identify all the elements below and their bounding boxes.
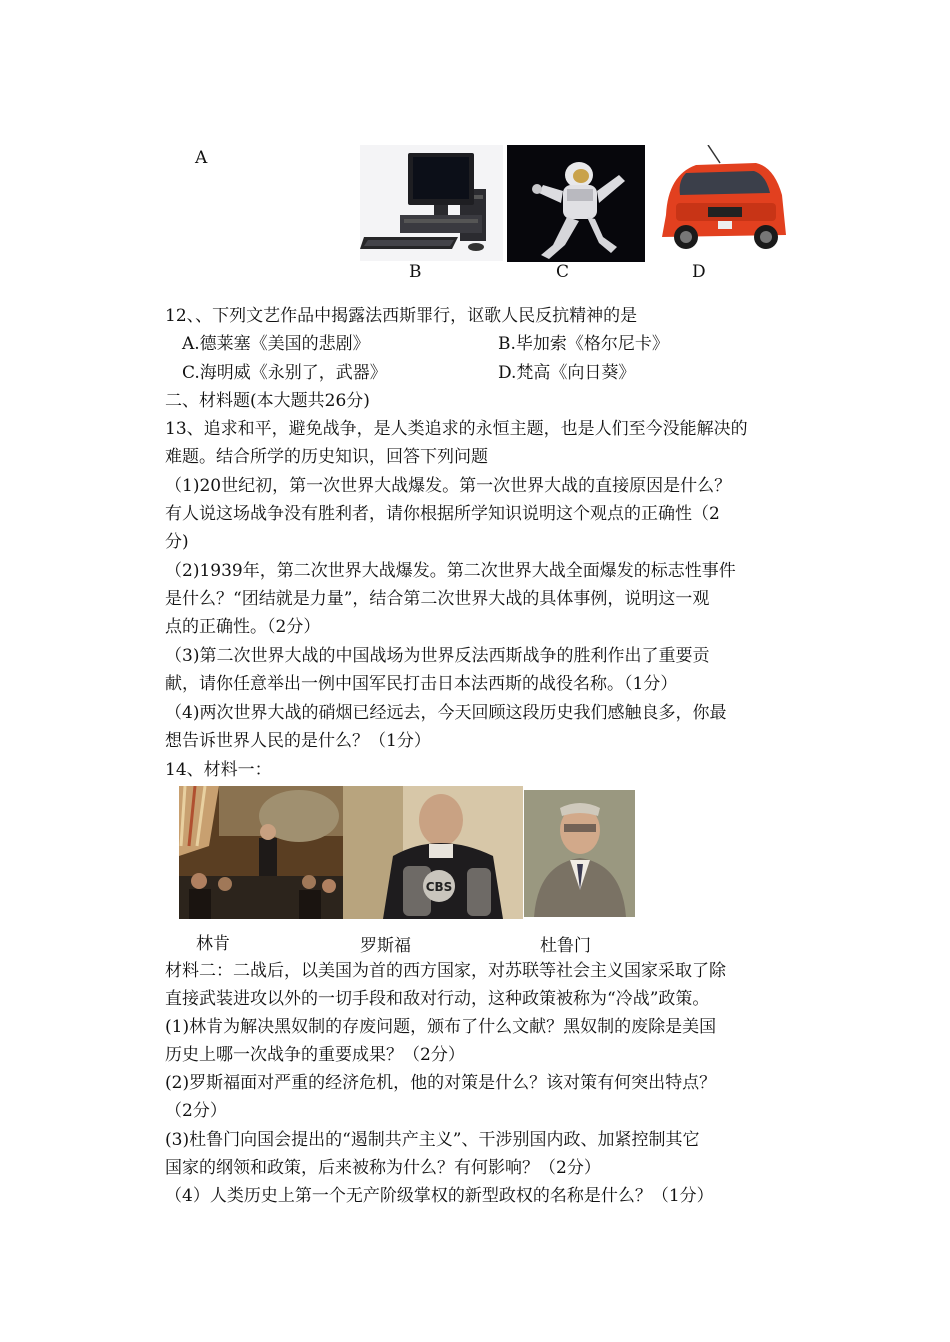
q12-option-a: A.德莱塞《美国的悲剧》 (182, 334, 370, 354)
q13-line: （4)两次世界大战的硝烟已经远去，今天回顾这段历史我们感触良多，你最 (165, 703, 727, 723)
car-image (656, 145, 790, 262)
q13-line: 是什么？“团结就是力量”，结合第二次世界大战的具体事例，说明这一观 (165, 589, 710, 609)
q12-option-c: C.海明威《永别了，武器》 (182, 363, 387, 383)
caption-roosevelt: 罗斯福 (360, 936, 411, 956)
option-label-b: B (409, 262, 422, 282)
q14-line: 历史上哪一次战争的重要成果？（2分） (165, 1045, 465, 1065)
computer-image (360, 145, 503, 261)
q14-line: (3)杜鲁门向国会提出的“遏制共产主义”、干涉别国内政、加紧控制其它 (165, 1130, 700, 1150)
option-label-a: A (195, 148, 208, 168)
q13-line: 13、追求和平，避免战争，是人类追求的永恒主题，也是人们至今没能解决的 (165, 419, 748, 439)
lincoln-image (179, 786, 343, 919)
roosevelt-image (343, 786, 523, 919)
q14-line: 材料二：二战后，以美国为首的西方国家，对苏联等社会主义国家采取了除 (165, 961, 726, 981)
q13-line: 点的正确性。（2分） (165, 617, 321, 637)
q14-line: （2分） (165, 1101, 227, 1121)
q13-line: 想告诉世界人民的是什么？（1分） (165, 731, 431, 751)
q14-heading: 14、材料一： (165, 760, 272, 780)
q13-line: （2)1939年，第二次世界大战爆发。第二次世界大战全面爆发的标志性事件 (165, 561, 736, 581)
q13-line: （1)20世纪初，第一次世界大战爆发。第一次世界大战的直接原因是什么？ (165, 476, 732, 496)
question-12: 12、、下列文艺作品中揭露法西斯罪行，讴歌人民反抗精神的是 (165, 306, 638, 326)
caption-lincoln: 林肯 (196, 934, 230, 954)
q12-option-d: D.梵高《向日葵》 (498, 363, 636, 383)
astronaut-image (507, 145, 645, 262)
q14-line: 国家的纲领和政策，后来被称为什么？有何影响？（2分） (165, 1158, 601, 1178)
cbs-label: CBS (425, 880, 453, 894)
q13-line: 有人说这场战争没有胜利者，请你根据所学知识说明这个观点的正确性（2 (165, 504, 720, 524)
q13-line: （3)第二次世界大战的中国战场为世界反法西斯战争的胜利作出了重要贡 (165, 646, 710, 666)
section-2-title: 二、材料题(本大题共26分) (165, 391, 370, 411)
q13-line: 难题。结合所学的历史知识，回答下列问题 (165, 447, 488, 467)
q14-line: （4）人类历史上第一个无产阶级掌权的新型政权的名称是什么？（1分） (165, 1186, 714, 1206)
truman-image (524, 790, 635, 917)
option-label-d: D (692, 262, 706, 282)
caption-truman: 杜鲁门 (540, 936, 591, 956)
q14-line: (2)罗斯福面对严重的经济危机，他的对策是什么？该对策有何突出特点？ (165, 1073, 717, 1093)
q12-option-b: B.毕加索《格尔尼卡》 (498, 334, 669, 354)
q14-line: (1)林肯为解决黑奴制的存废问题，颁布了什么文献？黑奴制的废除是美国 (165, 1017, 717, 1037)
q14-line: 直接武装进攻以外的一切手段和敌对行动，这种政策被称为“冷战”政策。 (165, 989, 710, 1009)
option-label-c: C (556, 262, 570, 282)
q13-line: 献，请你任意举出一例中国军民打击日本法西斯的战役名称。（1分） (165, 674, 678, 694)
q13-line: 分) (165, 532, 189, 552)
